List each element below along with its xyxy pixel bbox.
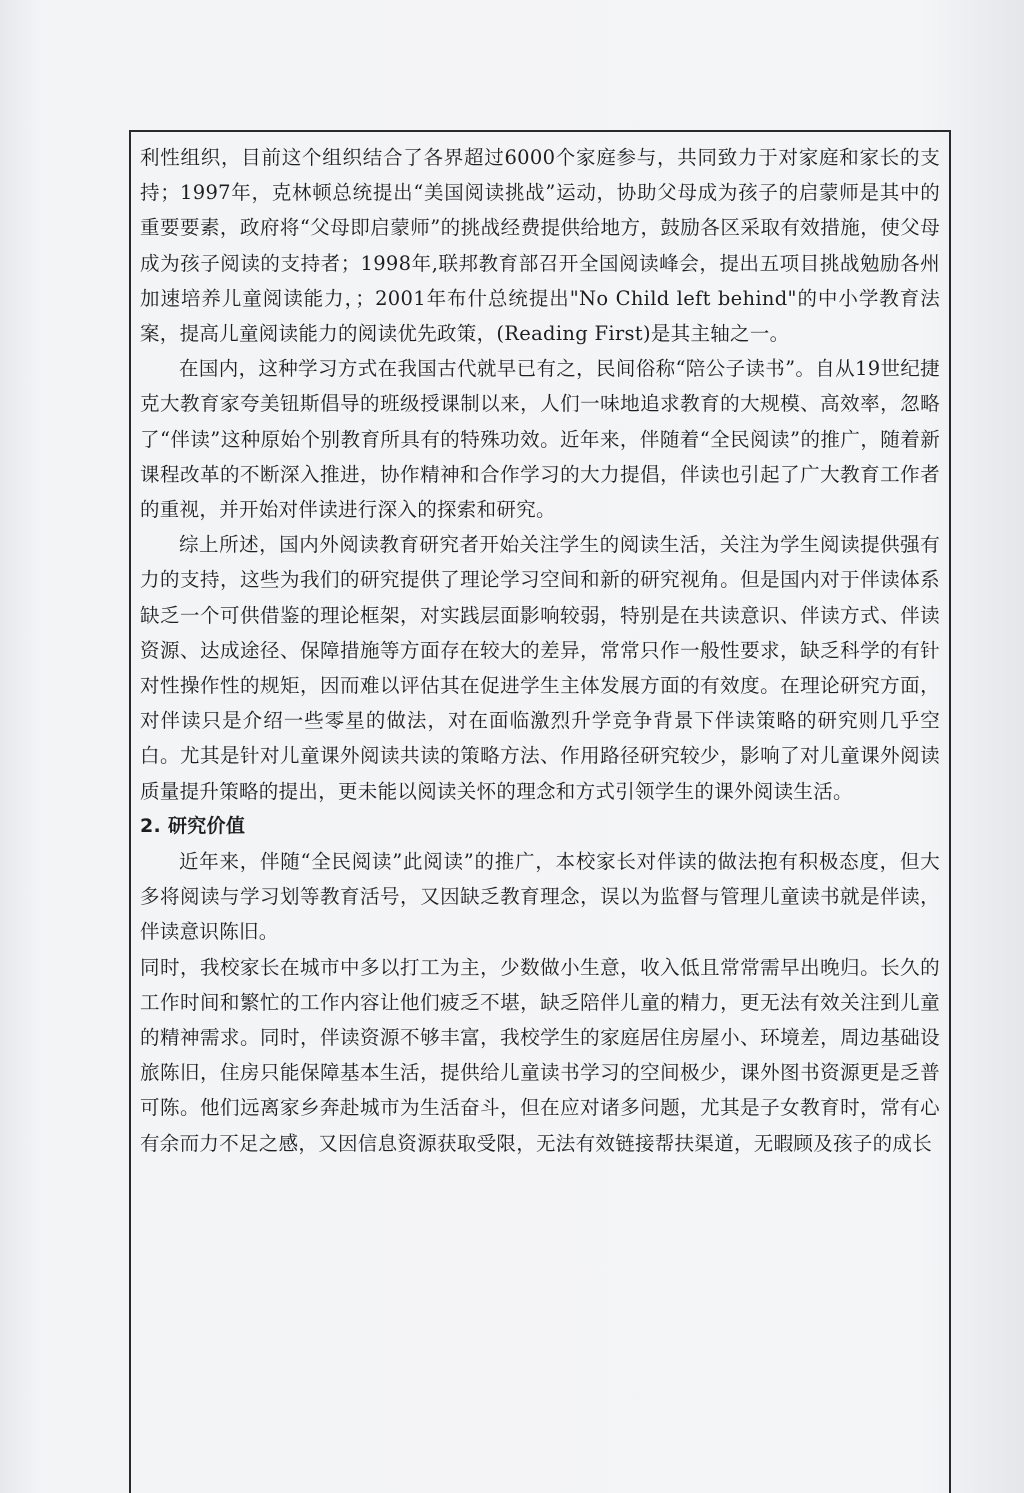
section-heading: 2. 研究价值 (140, 814, 246, 837)
paragraph-continuation: 利性组织，目前这个组织结合了各界超过6000个家庭参与，共同致力于对家庭和家长的支持；1997年，克林顿总统提出“美国阅读挑战”运动，协助父母成为孩子的启蒙师是其中的重要要素，政府将“父母即启蒙师”的挑战经费提供给地方，鼓励各区采取有效措施，使父母成为孩子阅读的支持者；1998年,联邦教育部召开全国阅读峰会，提出五项目挑战勉励各州加速培养儿童阅读能力，；2001年布什总统提出"No Child left behind"的中小学教育法案，提高儿童阅读能力的阅读优先政策，(Reading First)是其主轴之一。 (140, 146, 940, 346)
paragraph-summary: 综上所述，国内外阅读教育研究者开始关注学生的阅读生活，关注为学生阅读提供强有力的支持，这些为我们的研究提供了理论学习空间和新的研究视角。但是国内对于伴读体系缺乏一个可供借鉴的理论框架，对实践层面影响较弱，特别是在共读意识、伴读方式、伴读资源、达成途径、保障措施等方面存在较大的差异，常常只作一般性要求，缺乏科学的有针对性操作性的规矩，因而难以评估其在促进学生主体发展方面的有效度。在理论研究方面，对伴读只是介绍一些零星的做法，对在面临激烈升学竞争背景下伴读策略的研究则几乎空白。尤其是针对儿童课外阅读共读的策略方法、作用路径研究较少，影响了对儿童课外阅读质量提升策略的提出，更未能以阅读关怀的理念和方式引领学生的课外阅读生活。 (140, 533, 940, 803)
paragraph-parents-situation: 同时，我校家长在城市中多以打工为主，少数做小生意，收入低且常常需早出晚归。长久的工作时间和繁忙的工作内容让他们疲乏不堪，缺乏陪伴儿童的精力，更无法有效关注到儿童的精神需求。同时，伴读资源不够丰富，我校学生的家庭居住房屋小、环境差，周边基础设旅陈旧，住房只能保障基本生活，提供给儿童读书学习的空间极少，课外图书资源更是乏普可陈。他们远离家乡奔赴城市为生活奋斗，但在应对诸多问题，尤其是子女教育时，常有心有余而力不足之感，又因信息资源获取受限，无法有效链接帮扶渠道，无暇顾及孩子的成长 (140, 955, 940, 1155)
document-body (140, 140, 940, 1161)
paragraph-research-value: 近年来，伴随“全民阅读”此阅读”的推广，本校家长对伴读的做法抱有积极态度，但大多将阅读与学习划等教育活号，又因缺乏教育理念，误以为监督与管理儿童读书就是伴读，伴读意识陈旧。 (140, 850, 940, 944)
paragraph-domestic-history: 在国内，这种学习方式在我国古代就早已有之，民间俗称“陪公子读书”。自从19世纪捷克大教育家夸美钮斯倡导的班级授课制以来，人们一味地追求教育的大规模、高效率，忽略了“伴读”这种原始个别教育所具有的特殊功效。近年来，伴随着“全民阅读”的推广，随着新课程改革的不断深入推进，协作精神和合作学习的大力提倡，伴读也引起了广大教育工作者的重视，并开始对伴读进行深入的探索和研究。 (140, 357, 940, 522)
